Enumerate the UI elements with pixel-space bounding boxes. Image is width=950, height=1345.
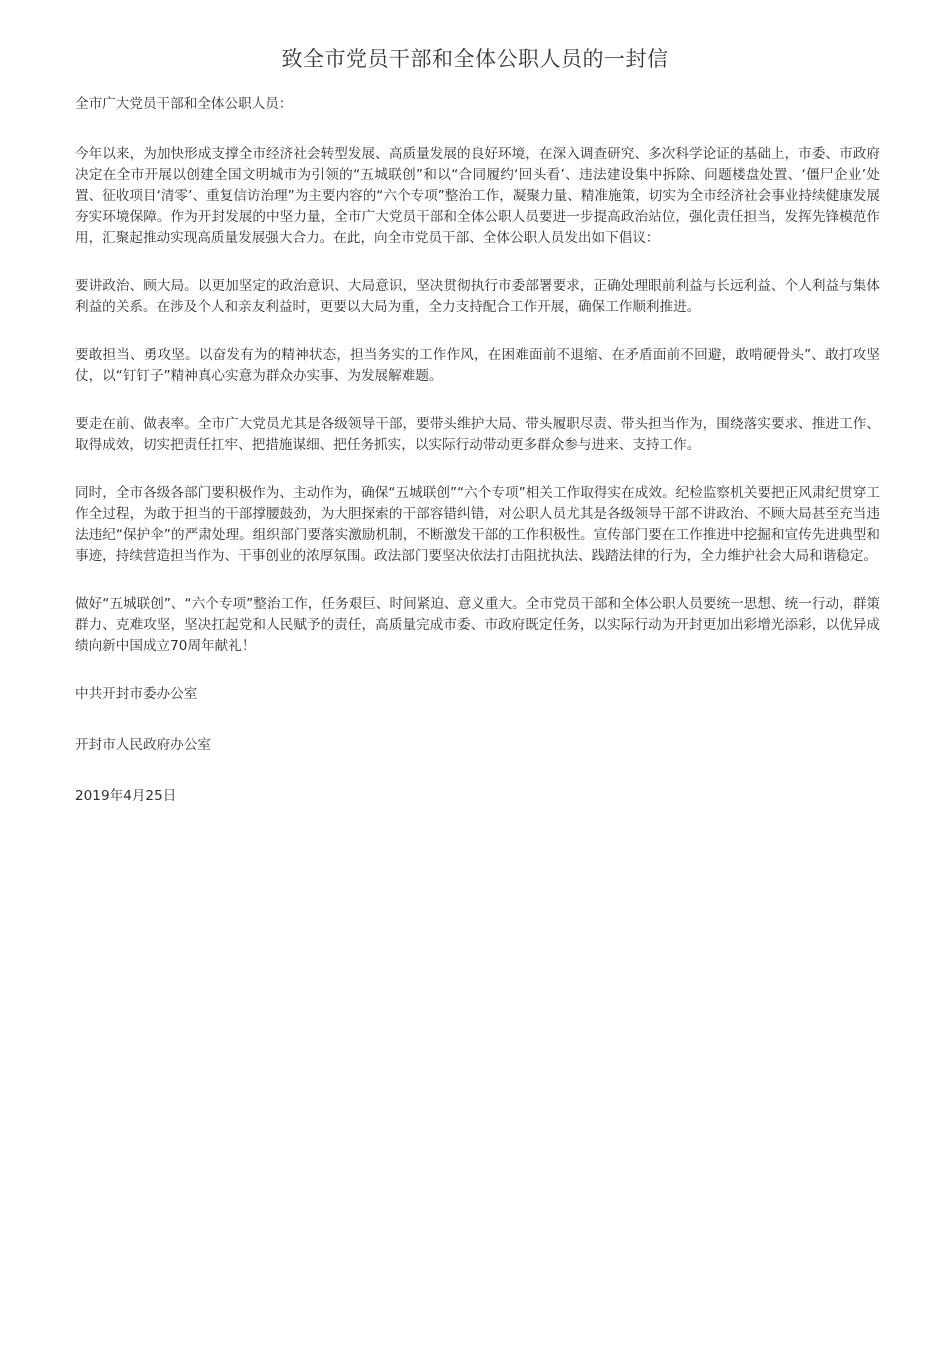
paragraph-closing: 做好“五城联创”、“六个专项”整治工作，任务艰巨、时间紧迫、意义重大。全市党员干部和全体公职人员要统一思想、统一行动，群策群力、克难攻坚，坚决扛起党和人民赋予的责任，高质量完成市委、市政府既定任务，以实际行动为开封更加出彩增光添彩，以优异成绩向新中国成立70周年献礼！: [75, 596, 880, 654]
paragraph-departments: 同时，全市各级各部门要积极作为、主动作为，确保“五城联创”“六个专项”相关工作取得实在成效。纪检监察机关要把正风肃纪贯穿工作全过程，为敢于担当的干部撑腰鼓劲，为大胆探索的干部容错纠错，对公职人员尤其是各级领导干部不讲政治、不顾大局甚至充当违法违纪“保护伞”的严肃处理。组织部门要落实激励机制，不断激发干部的工作积极性。宣传部门要在工作推进中挖掘和宣传先进典型和事迹，持续营造担当作为、干事创业的浓厚氛围。政法部门要坚决依法打击阻扰执法、践踏法律的行为，全力维护社会大局和谐稳定。: [75, 485, 880, 564]
paragraph-leadership: 要走在前、做表率。全市广大党员尤其是各级领导干部，要带头维护大局、带头履职尽责、带头担当作为，围绕落实要求、推进工作、取得成效，切实把责任扛牢、把措施谋细、把任务抓实，以实际行动带动更多群众参与进来、支持工作。: [75, 416, 880, 453]
paragraph-responsibility: 要敢担当、勇攻坚。以奋发有为的精神状态，担当务实的工作作风，在困难面前不退缩、在矛盾面前不回避，敢啃硬骨头”、敢打攻坚仗，以“钉钉子”精神真心实意为群众办实事、为发展解难题。: [75, 347, 880, 384]
signatory-party-office: 中共开封市委办公室: [75, 686, 198, 702]
salutation: 全市广大党员干部和全体公职人员：: [75, 96, 293, 112]
document-date: 2019年4月25日: [75, 788, 177, 804]
signatory-government-office: 开封市人民政府办公室: [75, 737, 211, 753]
paragraph-intro: 今年以来，为加快形成支撑全市经济社会转型发展、高质量发展的良好环境，在深入调查研究、多次科学论证的基础上，市委、市政府决定在全市开展以创建全国文明城市为引领的“五城联创”和以“合同履约‘回头看’、违法建设集中拆除、问题楼盘处置、‘僵尸企业’处置、征收项目‘清零’、重复信访治理”为主要内容的“六个专项”整治工作，凝聚力量、精准施策，切实为全市经济社会事业持续健康发展夯实环境保障。作为开封发展的中坚力量，全市广大党员干部和全体公职人员要进一步提高政治站位，强化责任担当，发挥先锋模范作用，汇聚起推动实现高质量发展强大合力。在此，向全市党员干部、全体公职人员发出如下倡议：: [75, 146, 880, 246]
paragraph-politics: 要讲政治、顾大局。以更加坚定的政治意识、大局意识，坚决贯彻执行市委部署要求，正确处理眼前利益与长远利益、个人利益与集体利益的关系。在涉及个人和亲友利益时，更要以大局为重，全力支持配合工作开展，确保工作顺利推进。: [75, 278, 880, 315]
document-title: 致全市党员干部和全体公职人员的一封信: [281, 47, 669, 71]
document-body: [75, 94, 880, 837]
